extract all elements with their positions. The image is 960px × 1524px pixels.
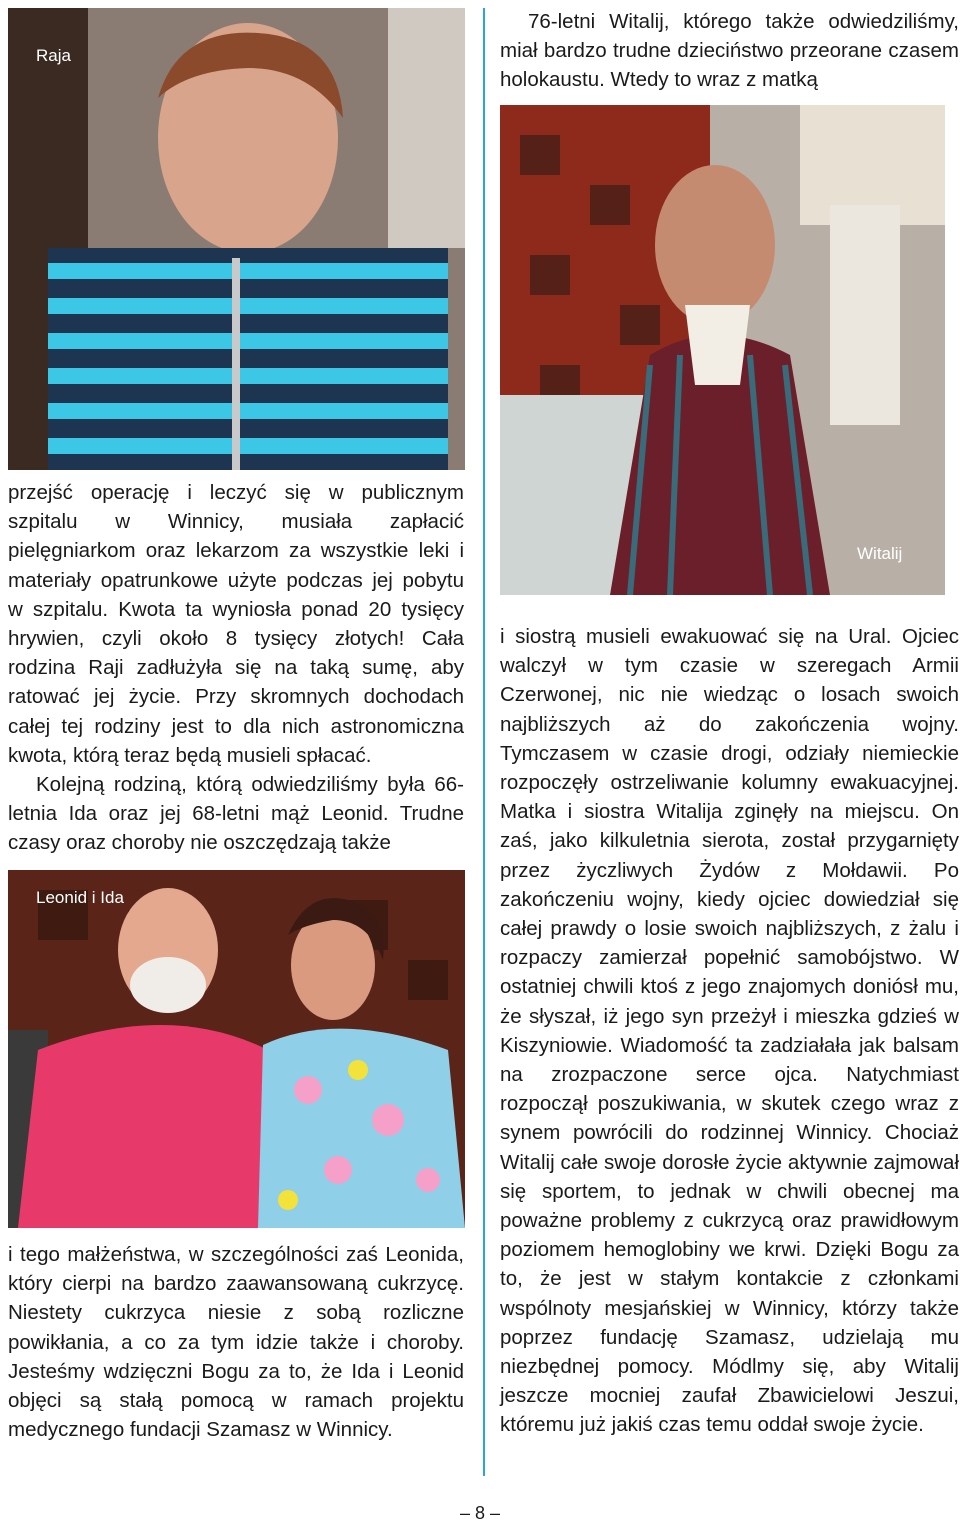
article-right-bottom — [500, 622, 959, 1440]
paragraph-left-bottom: i tego małżeństwa, w szczególności zaś Leonida, który cierpi na bardzo zaawansowaną cukrzycę. Niestety cukrzyca niesie z sobą rozliczne powikłania, a co za tym idzie także i choroby. Jesteśmy wdzięczni Bogu za to, że Ida i Leonid objęci są stałą pomocą w ramach projektu medycznego fundacji Szamasz w Winnicy. — [8, 1243, 464, 1442]
article-left-bottom — [8, 1240, 464, 1444]
paragraph-left-mid-2: Kolejną rodziną, którą odwiedziliśmy była 66-letnia Ida oraz jej 68-letni mąż Leonid. Trudne czasy oraz choroby nie oszczędzają także — [8, 773, 464, 855]
caption-witalij: Witalij — [857, 544, 903, 563]
page-number: – 8 – — [459, 1503, 501, 1523]
caption-raja: Raja — [36, 46, 71, 65]
article-left-middle — [8, 478, 464, 858]
photo-raja — [8, 8, 465, 470]
paragraph-right-bottom: i siostrą musieli ewakuować się na Ural. Ojciec walczył w tym czasie w szeregach Armii Czerwonej, nic nie wiedząc o losach swoich najbliższych aż do zakończenia wojny. Tymczasem w czasie drogi, odziały niemieckie rozpoczęły ostrzeliwanie kolumny ewakuacyjnej. Matka i siostra Witalija zginęły na miejscu. On zaś, jako kilkuletnia sierota, został przygarnięty przez życzliwych Żydów z Mołdawii. Po zakończeniu wojny, kiedy ojciec dowiedział się całej prawdy o losie swoich najbliższych, z żalu i rozpaczy zamierzał popełnić samobójstwo. W ostatniej chwili ktoś z jego znajomych doniósł mu, że słyszał, iż jego syn przeżył i mieszka gdzieś w Kiszyniowie. Wiadomość ta zadziałała jak balsam na zrozpaczone serce ojca. Natychmiast rozpoczął poszukiwania, w skutek czego wraz z synem powrócili do rodzinnej Winnicy. Chociaż Witalij całe swoje dorosłe życie aktywnie zajmował się sportem, to jednak w chwili obecnej ma poważne problemy z cukrzycą oraz prawidłowym poziomem hemoglobiny we krwi. Dzięki Bogu za to, że jest w stałym kontakcie z członkami wspólnoty mesjańskiej w Winnicy, którzy także poprzez fundację Szamasz, udzielają mu niezbędnej pomocy. Módlmy się, aby Witalij jeszcze mocniej zaufał Zbawicielowi Jeszui, któremu już jakiś czas temu oddał swoje życie. — [500, 625, 959, 1437]
article-right-top — [500, 7, 959, 95]
leonid-ida-illustration — [8, 870, 465, 1228]
paragraph-left-mid-1: przejść operację i leczyć się w publicznym szpitalu w Winnicy, musiała zapłacić pielęgniarkom oraz lekarzom za wszystkie leki i materiały opatrunkowe użyte podczas jej pobytu w szpitalu. Kwota ta wyniosła ponad 20 tysięcy hrywien, czyli około 8 tysięcy złotych! Cała rodzina Raji zadłużyła się na taką sumę, aby ratować jej życie. Przy skromnych dochodach całej tej rodziny jest to dla nich astronomiczna kwota, którą teraz będą musieli spłacać. — [8, 481, 464, 767]
raja-illustration — [8, 8, 465, 470]
caption-leonid-ida: Leonid i Ida — [36, 888, 124, 907]
witalij-illustration — [500, 105, 945, 595]
photo-leonid-ida — [8, 870, 465, 1228]
photo-witalij — [500, 105, 945, 595]
column-divider — [483, 8, 485, 1476]
paragraph-right-top: 76-letni Witalij, którego także odwiedziliśmy, miał bardzo trudne dzieciństwo przeorane czasem holokaustu. Wtedy to wraz z matką — [500, 10, 959, 92]
